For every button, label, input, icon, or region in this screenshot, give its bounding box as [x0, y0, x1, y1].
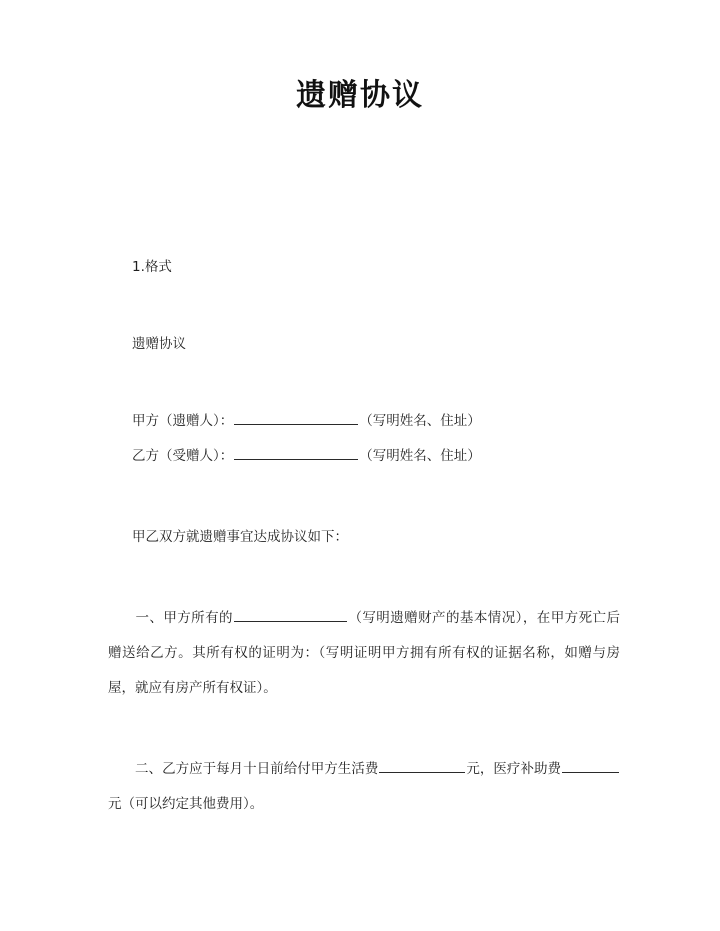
party-note-grantor: （写明姓名、住址）	[359, 413, 481, 429]
clause-one-text-after: （写明遗赠财产的基本情况），在甲方死亡后赠送给乙方。其所有权的证明为：（写明证明甲方拥有所有权的证据名称，如赠与房屋，就应有房产所有权证）。	[108, 610, 620, 696]
clause-one	[108, 601, 620, 706]
clause-two-text-middle: 元，医疗补助费	[466, 761, 562, 777]
party-label-grantor: 甲方（遗赠人）：	[132, 413, 234, 429]
document-body	[108, 250, 620, 822]
clause-two	[108, 752, 620, 822]
spacer	[108, 362, 620, 404]
document-title: 遗赠协议	[296, 78, 424, 113]
section-number-heading: 1.格式	[132, 259, 172, 275]
spacer	[108, 706, 620, 752]
clause-two-text-after: 元（可以约定其他费用）。	[108, 796, 264, 812]
clause-two-blank-living-expense[interactable]	[379, 758, 465, 773]
party-blank-grantor[interactable]	[234, 410, 358, 425]
clause-two-text-before: 乙方应于每月十日前给付甲方生活费	[162, 761, 379, 777]
preamble-text: 甲乙双方就遗赠事宜达成协议如下：	[132, 529, 348, 545]
clause-two-marker: 二、	[135, 761, 163, 777]
document-subtitle: 遗赠协议	[132, 336, 186, 352]
clause-two-blank-medical-subsidy[interactable]	[562, 758, 619, 773]
spacer	[108, 555, 620, 601]
clause-one-blank-property[interactable]	[234, 607, 347, 622]
party-row-grantee	[108, 439, 620, 474]
clause-one-text-before: 甲方所有的	[163, 610, 233, 626]
clause-one-marker: 一、	[135, 610, 164, 626]
party-row-grantor	[108, 404, 620, 439]
party-note-grantee: （写明姓名、住址）	[359, 448, 481, 464]
spacer	[108, 285, 620, 327]
party-blank-grantee[interactable]	[234, 445, 358, 460]
spacer	[108, 474, 620, 520]
party-label-grantee: 乙方（受赠人）：	[132, 448, 234, 464]
